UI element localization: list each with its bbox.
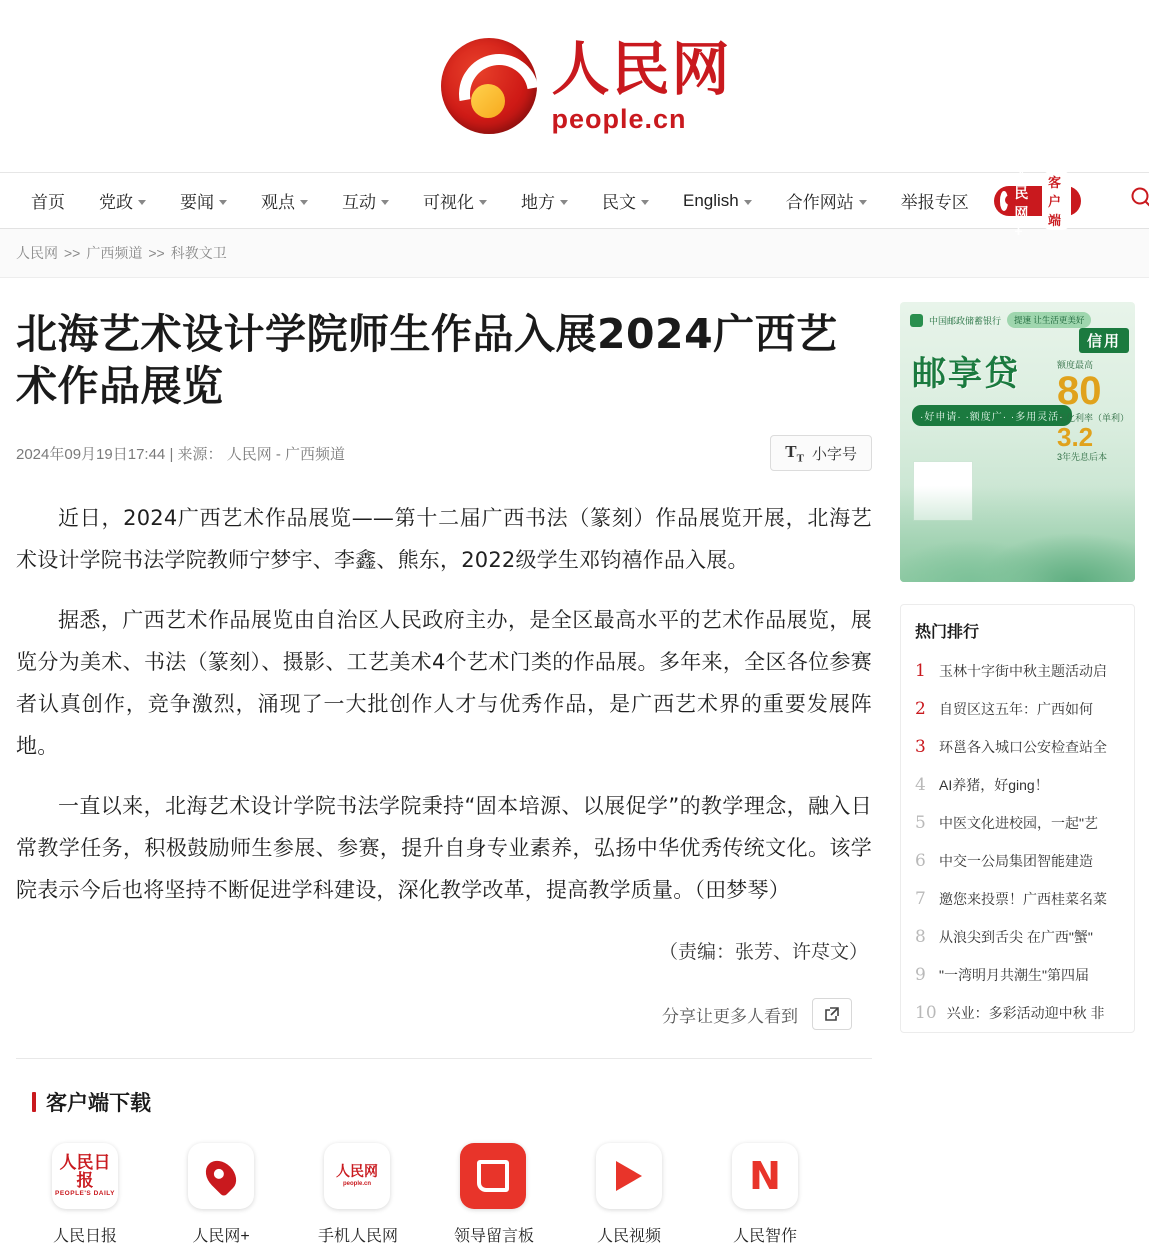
site-logo[interactable] [441,34,732,134]
article-body [16,497,872,911]
rank-number: 10 [915,1003,937,1023]
logo-chinese-name: 人民网 [551,34,732,103]
article-meta-text [16,443,345,464]
rank-number: 3 [915,737,926,757]
download-section-title: 客户端下载 [32,1087,872,1117]
sidebar [900,278,1149,1246]
share-button[interactable] [812,998,852,1030]
main-navigation [0,164,1149,239]
ad-slogan: 提速 让生活更美好 [1007,312,1091,328]
app-item-peoples-daily[interactable] [46,1143,124,1246]
article-editor: （责编：张芳、许荩文） [658,942,868,964]
app-label: 人民智作 [732,1228,797,1246]
rank-title: 邀您来投票！广西桂菜名菜 [939,891,1107,907]
people-logo-icon [441,38,537,134]
chevron-down-icon [560,200,568,205]
article-paragraph: 近日，2024广西艺术作品展览——第十二届广西书法（篆刻）作品展览开展，北海艺术设计学院书法学院教师宁梦宇、李鑫、熊东，2022级学生邓钧禧作品入展。 [16,506,872,573]
chevron-down-icon [219,200,227,205]
page-title: 北海艺术设计学院师生作品入展2024广西艺术作品展览 [16,310,838,411]
nav-item-label: 可视化 [423,193,474,212]
rank-number: 5 [915,813,926,833]
people-plus-icon [1000,191,1009,211]
list-item[interactable] [901,918,1134,956]
ad-title: 邮享贷 [912,354,1020,394]
rank-title: AI养猪，好ging！ [939,777,1049,793]
app-item-people-zhizuo[interactable] [726,1143,804,1246]
article-column [0,278,900,1246]
nav-item-label: 党政 [99,193,133,212]
app-label: 人民日报 [52,1228,117,1246]
nav-item-label: 首页 [31,193,65,212]
source-name: 人民网 - 广西频道 [226,445,346,463]
app-brand-label: 人民网+ [1014,164,1029,239]
breadcrumb-item-category[interactable]: 科教文卫 [170,245,227,261]
ad-figures [1057,358,1129,463]
article-paragraph: 一直以来，北海艺术设计学院书法学院秉持“固本培源、以展促学”的教学理念，融入日常教学任务，积极鼓励师生参展、参赛，提升自身专业素养，弘扬中华优秀传统文化。该学院表示今后也将坚持不断促进学科建设，深化教学改革，提高教学质量。（田梦琴） [16,794,872,903]
list-item[interactable] [901,766,1134,804]
meta-separator: | [169,445,178,463]
rank-number: 7 [915,889,926,909]
chevron-down-icon [859,200,867,205]
app-item-people-plus[interactable] [182,1143,260,1246]
rank-title: 自贸区这五年：广西如何 [939,701,1093,717]
nav-item-label: 互动 [342,193,376,212]
rank-title: 中医文化进校园，一起"艺 [939,815,1098,831]
mobile-people-icon: 人民网 people.cn [324,1143,390,1209]
nav-item-label: 民文 [602,193,636,212]
rank-title: 兴业：多彩活动迎中秋 非 [946,1005,1105,1021]
list-item[interactable] [901,652,1134,690]
breadcrumb-separator: >> [64,245,81,261]
ad-amount-value: 80 [1056,369,1102,413]
chevron-down-icon [744,200,752,205]
font-size-label: 小字号 [811,445,857,463]
bank-logo-icon [910,314,923,327]
message-board-icon [460,1143,526,1209]
app-label: 领导留言板 [454,1228,535,1246]
rank-title: 中交一公局集团智能建造 [939,853,1093,869]
nav-item-label: 要闻 [180,193,214,212]
nav-item-label: 地方 [521,193,555,212]
breadcrumb-item-guangxi[interactable]: 广西频道 [86,245,143,261]
people-zhizuo-icon: N [732,1143,798,1209]
rank-title: 从浪尖到舌尖 在广西"蟹" [939,929,1093,945]
nav-item-keshihua[interactable] [406,173,504,228]
site-header [0,0,1149,173]
nav-item-minwen[interactable] [585,173,666,228]
nav-item-label: 观点 [261,193,295,212]
font-size-icon: $T_T$ [785,441,804,465]
publish-date: 2024年09月19日17:44 [16,445,166,463]
logo-text [551,34,732,134]
people-plus-icon [188,1143,254,1209]
list-item[interactable] [901,956,1134,994]
app-label: 手机人民网 [318,1228,399,1246]
search-icon[interactable] [1129,185,1149,216]
share-label: 分享让更多人看到 [662,1006,798,1026]
rank-number: 9 [915,965,926,985]
font-size-button[interactable] [770,435,872,471]
app-list [32,1143,872,1246]
nav-item-partner-sites[interactable] [769,173,884,228]
app-item-mobile-people[interactable] [318,1143,399,1246]
list-item[interactable] [901,690,1134,728]
breadcrumb-separator: >> [148,245,165,261]
breadcrumb [0,229,1149,278]
ad-bank-name: 中国邮政储蓄银行 [929,315,1002,326]
rank-title: 玉林十字街中秋主题活动启 [939,663,1107,679]
ad-decoration [900,486,1135,582]
list-item[interactable] [901,842,1134,880]
nav-item-hudong[interactable] [325,173,406,228]
ad-subtitle: ·好申请· ·额度广· ·多用灵活· [912,405,1072,426]
rank-number: 8 [915,927,926,947]
rank-title: "一湾明月共潮生"第四届 [939,967,1089,983]
chevron-down-icon [641,200,649,205]
breadcrumb-item-people[interactable]: 人民网 [16,245,58,261]
article-meta [16,435,872,479]
app-item-message-board[interactable] [454,1143,535,1246]
rank-number: 4 [915,775,926,795]
nav-item-difang[interactable] [504,173,585,228]
rank-title: 环邕各入城口公安检查站全 [939,739,1107,755]
nav-item-label: English [683,190,739,210]
hot-ranking-title: 热门排行 [915,624,980,641]
nav-item-yaowen[interactable] [163,173,244,228]
rank-number: 2 [915,699,926,719]
list-item[interactable] [901,728,1134,766]
ad-rate-note: 3年先息后本 [1056,452,1107,462]
share-row [16,998,872,1030]
app-label: 人民网+ [192,1228,250,1246]
article-paragraph: 据悉，广西艺术作品展览由自治区人民政府主办，是全区最高水平的艺术作品展览，展览分为美术、书法（篆刻）、摄影、工艺美术4个艺术门类的作品展。多年来，全区各位参赛者认真创作，竞争激烈，涌现了一大批创作人才与优秀作品，是广西艺术界的重要发展阵地。 [16,608,872,759]
nav-item-report-zone[interactable] [884,173,986,228]
source-label: 来源： [177,445,223,463]
nav-item-home[interactable] [14,173,82,228]
ad-amount-label: 额度最高 [1056,360,1093,370]
app-item-people-video[interactable] [590,1143,668,1246]
app-label: 人民视频 [596,1228,661,1246]
list-item[interactable] [901,804,1134,842]
app-client-tag: 客户端 [1042,171,1071,230]
chevron-down-icon [138,200,146,205]
app-download-button[interactable] [994,164,1081,239]
nav-item-english[interactable] [666,173,769,228]
nav-item-label: 举报专区 [900,193,969,212]
sidebar-advertisement[interactable] [900,302,1135,582]
people-video-icon [596,1143,662,1209]
ad-rate-label: 年化利率（单利） [1056,413,1129,423]
nav-item-label: 合作网站 [785,193,854,212]
nav-item-guandian[interactable] [244,173,325,228]
rank-number: 1 [915,661,926,681]
ad-rate-value: 3.2 [1056,422,1094,452]
peoples-daily-icon: 人民日报 PEOPLE'S DAILY [52,1143,118,1209]
ad-badge: 信用 [1079,328,1129,353]
chevron-down-icon [479,200,487,205]
nav-item-dangzheng[interactable] [82,173,163,228]
client-download-section [16,1059,872,1246]
ad-bank-row [900,302,1135,328]
chevron-down-icon [381,200,389,205]
list-item[interactable] [901,880,1134,918]
logo-english-name: people.cn [551,103,687,134]
list-item[interactable] [901,994,1134,1032]
rank-number: 6 [915,851,926,871]
chevron-down-icon [300,200,308,205]
hot-ranking-panel [900,604,1135,1033]
page-body [0,278,1149,1246]
